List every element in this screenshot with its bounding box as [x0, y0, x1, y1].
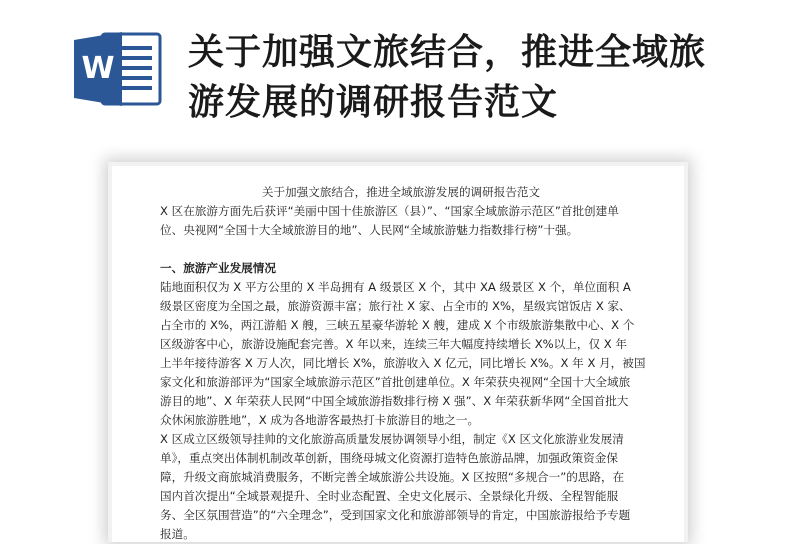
page-title-line-1: 关于加强文旅结合，推进全域旅 — [188, 32, 707, 73]
text-line: 陆地面积仅为 X 平方公里的 X 半岛拥有 A 级景区 X 个，其中 XA 级景区 X 个，单位面积 A — [160, 280, 631, 294]
text-line: 位、央视网“全国十大全域旅游目的地”、人民网“全域旅游魅力指数排行榜”十强。 — [160, 223, 579, 237]
header-banner — [0, 0, 800, 150]
text-line: 务、全区氛围营造”的“六全理念”，受到国家文化和旅游部领导的肯定，中国旅游报给予专题 — [160, 508, 631, 522]
text-line: 障，升级文商旅城消费服务，不断完善全域旅游公共设施。X 区按照“多规合一”的思路，在 — [160, 470, 625, 484]
text-line: 占全市的 X%，两江游船 X 艘，三峡五星豪华游轮 X 艘，建成 X 个市级旅游集散中心、X 个 — [160, 318, 635, 332]
blank-line — [160, 240, 642, 259]
text-line: 国内首次提出“全域景观提升、全时业态配置、全史文化展示、全景绿化升级、全程智能服 — [160, 489, 619, 503]
text-line: 家文化和旅游部评为“国家全域旅游示范区”首批创建单位。X 年荣获央视网“全国十大全域旅 — [160, 375, 631, 389]
text-line: 游目的地”、X 年荣获人民网“中国全域旅游指数排行榜 X 强”、X 年荣获新华网“全国首批大 — [160, 394, 629, 408]
intro-paragraph — [160, 202, 642, 240]
document-title: 关于加强文旅结合，推进全域旅游发展的调研报告范文 — [261, 185, 541, 199]
text-line: X 区成立区级领导挂帅的文化旅游高质量发展协调领导小组，制定《X 区文化旅游业发展清 — [160, 432, 624, 446]
text-line: 众休闲旅游胜地”，X 成为各地游客最热打卡旅游目的地之一。 — [160, 413, 480, 427]
text-line: 上半年接待游客 X 万人次，同比增长 X%，旅游收入 X 亿元，同比增长 X%。X 年 X 月，被国 — [160, 356, 646, 370]
svg-text:W: W — [81, 51, 115, 86]
text-line: 单》，重点突出体制机制改革创新，围绕母城文化资源打造特色旅游品牌，加强政策资金保 — [160, 451, 618, 465]
document-page[interactable] — [112, 166, 684, 542]
section-heading: 一、旅游产业发展情况 — [160, 261, 276, 275]
text-line: 报道。 — [160, 527, 195, 541]
text-line: 区级游客中心，旅游设施配套完善。X 年以来，连续三年大幅度持续增长 X%以上，仅 X 年 — [160, 337, 627, 351]
text-line: X 区在旅游方面先后获评“美丽中国十佳旅游区（县）”、“国家全域旅游示范区”首批创建单 — [160, 204, 619, 218]
text-line: 级景区密度为全国之最，旅游资源丰富；旅行社 X 家、占全市的 X%，星级宾馆饭店 X 家、 — [160, 299, 631, 313]
word-icon — [72, 28, 164, 110]
page-title-line-2: 游发展的调研报告范文 — [188, 82, 559, 123]
page-title — [188, 28, 748, 128]
document-body — [160, 183, 646, 544]
section1-paragraph — [160, 278, 646, 544]
